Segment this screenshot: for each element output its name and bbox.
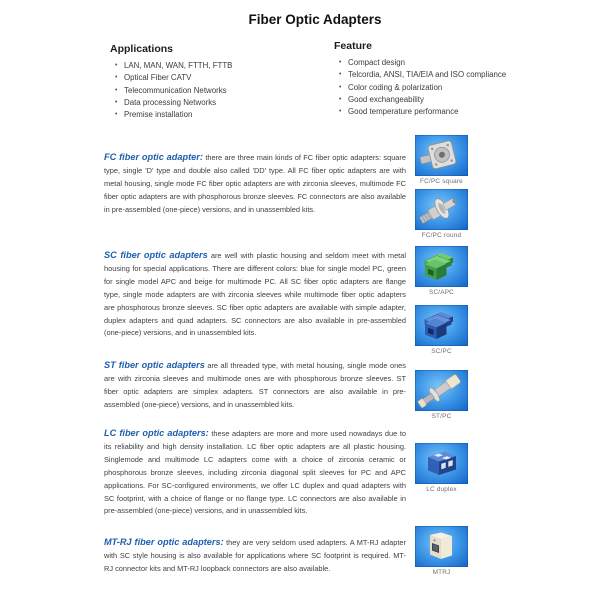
section-body: they are very seldom used adapters. A MT-RJ adapter with SC style housing is also available for applications where SC footprint is required. MT-RJ connector kits and MT-RJ loopback connectors are also available. [104,538,406,573]
bullet-icon: • [339,59,342,66]
list-item [115,97,320,109]
bullet-icon: • [115,74,118,82]
section-fc-adapter [104,151,406,217]
figure-caption: SC/APC [429,289,454,296]
list-item-text: Compact design [348,58,406,67]
figure-caption: LC duplex [426,486,457,493]
feature-heading: Feature [334,40,372,52]
st-pc-adapter-image [415,370,468,411]
list-item [115,109,320,121]
figure-st-pc [415,370,468,420]
list-item [115,60,320,72]
bullet-icon: • [339,71,342,79]
sc-apc-adapter-icon [415,246,468,287]
section-st-adapter [104,359,406,412]
section-lc-adapter [104,427,406,518]
list-item [339,57,574,69]
section-body: are all threaded type, with metal housing, single mode ones are with zirconia sleeves and multimode ones are with phosphorous bronze sleeves. ST fiber optic adapters are simplex adapters. ST connectors are also available in pre-assembled (one-piece) versions, and in unassembled kits. [104,361,406,409]
list-item-text: Premise installation [124,110,193,120]
bullet-icon: • [115,111,118,119]
fc-pc-square-adapter-image [415,135,468,176]
bullet-icon: • [115,98,118,106]
list-item [339,94,574,106]
list-item [339,69,574,81]
list-item-text: Telecommunication Networks [124,85,227,95]
bullet-icon: • [115,86,118,94]
figure-caption: ST/PC [431,413,452,420]
sc-apc-adapter-image [415,246,468,287]
fc-pc-square-adapter-icon [415,135,468,176]
mtrj-adapter-icon [415,526,468,567]
section-heading: FC fiber optic adapter: [104,152,203,162]
applications-list [110,60,320,121]
figure-caption: MTRJ [432,569,451,576]
section-sc-adapter [104,249,406,340]
page-title: Fiber Optic Adapters [248,12,382,27]
figure-fc-pc-square [415,135,468,185]
section-heading: LC fiber optic adapters: [104,428,209,438]
mtrj-adapter-image [415,526,468,567]
feature-section [334,40,574,118]
section-body: are well with plastic housing and seldom meet with metal housing for special applications. There are different colors: blue for single model PC, green for single model APC and beige for multimode PC. All SC fiber optic adapters are flange type, single mode adapters are with zirconia sleeves while multimode fiber optic adapters are phosphorous bronze sleeves. SC fiber optic adapters are available with simple adapter, duplex adapters and quad adapters. SC connectors are also available in pre-assembled (one-piece) versions, and in unassembled kits. [104,251,406,338]
bullet-icon: • [115,62,118,69]
figure-caption: SC/PC [431,348,452,355]
figure-lc-duplex [415,443,468,493]
list-item [115,85,320,97]
section-heading: MT-RJ fiber optic adapters: [104,537,224,547]
section-body: these adapters are more and more used nowadays due to its reliability and high density installation. LC fiber optic adapters are all plastic housing. Singlemode and multimode LC adapters come with a choice of zirconia ceramic or phosphorous bronze sleeves, including zirconia diagonal split sleeves for PC and APC applications. For SC-configured environments, we offer LC duplex and quad adapters with SC footprint, with a choice of flange or no flange type. LC connectors are also available in pre-assembled (one-piece) versions, and in unassembled kits. [104,429,406,516]
section-mtrj-adapter [104,536,406,576]
list-item [339,82,574,94]
figure-caption: FC/PC square [420,178,463,185]
section-body: there are three main kinds of FC fiber optic adapters: square type, single 'D' type and double also called 'DD' type. All FC fiber optic adapters are with metal housing, single mode FC fiber optic adapters are with zirconia sleeves, multimode FC fiber optic adapters are with phosphorous bronze sleeves. FC connectors are also available in pre-assembled (one-piece) versions, and in unassembled kits. [104,153,406,214]
lc-duplex-adapter-image [415,443,468,484]
bullet-icon: • [339,83,342,91]
bullet-icon: • [339,108,342,116]
list-item [115,72,320,84]
figure-mtrj [415,526,468,576]
figure-caption: FC/PC round [421,232,462,239]
list-item-text: Good exchangeability [348,94,424,104]
list-item-text: LAN, MAN, WAN, FTTH, FTTB [124,61,233,70]
sc-pc-adapter-image [415,305,468,346]
st-pc-adapter-icon [415,370,468,411]
feature-list [334,57,574,118]
list-item-text: Telcordia, ANSI, TIA/EIA and ISO compliance [348,70,507,80]
sc-pc-adapter-icon [415,305,468,346]
list-item [339,106,574,118]
list-item-text: Good temperature performance [348,107,459,117]
figure-fc-pc-round [415,189,468,239]
lc-duplex-adapter-icon [415,443,468,484]
list-item-text: Data processing Networks [124,97,217,107]
list-item-text: Optical Fiber CATV [124,73,192,83]
figure-sc-pc [415,305,468,355]
section-heading: ST fiber optic adapters [104,360,205,370]
fc-pc-round-adapter-icon [415,189,468,230]
fc-pc-round-adapter-image [415,189,468,230]
applications-heading: Applications [110,43,174,55]
figure-sc-apc [415,246,468,296]
applications-section [110,43,320,121]
bullet-icon: • [339,95,342,103]
section-heading: SC fiber optic adapters [104,250,208,260]
list-item-text: Color coding & polarization [348,82,443,92]
